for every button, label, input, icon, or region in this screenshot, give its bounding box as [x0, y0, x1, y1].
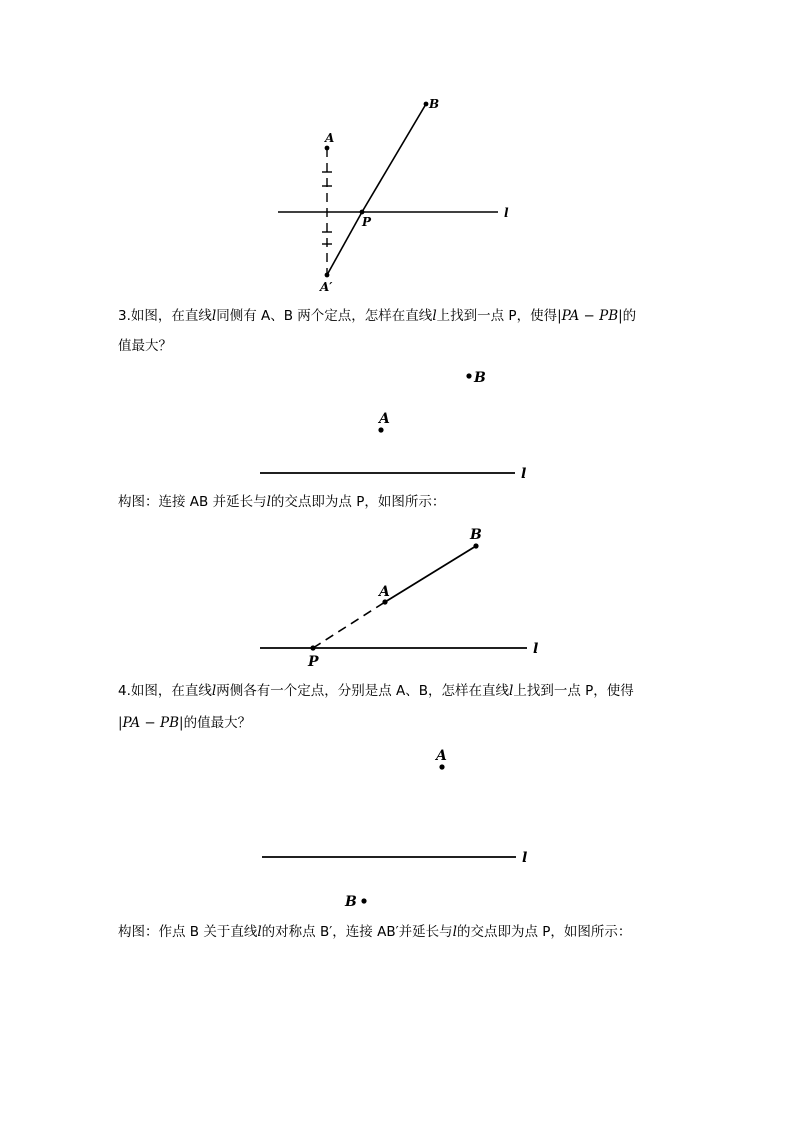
var-l: l [211, 308, 217, 324]
var-l: l [452, 924, 457, 940]
text: 上找到一点 P，使得 [513, 683, 634, 699]
construction-4-text [118, 918, 631, 946]
text: 的 [622, 308, 637, 324]
label-B: B [345, 894, 357, 910]
text: 3.如图，在直线 [118, 308, 212, 324]
label-B: B [474, 370, 486, 386]
label-B: B [470, 527, 482, 543]
label-A: A [379, 411, 390, 427]
text: 上找到一点 P，使得 [436, 308, 558, 324]
point-B [361, 898, 366, 903]
label-A: A [436, 748, 447, 764]
label-A: A [379, 584, 390, 600]
label-l: l [504, 206, 509, 220]
label-P: P [362, 215, 372, 229]
var-l: l [266, 494, 271, 510]
label-l: l [521, 466, 527, 482]
var-l: l [509, 683, 514, 699]
label-A-prime: A′ [320, 280, 333, 294]
label-B: B [429, 97, 440, 111]
text: 的值最大？ [183, 715, 252, 731]
text: 构图：作点 B 关于直线 [118, 924, 258, 940]
text: 同侧有 A、B 两个定点，怎样在直线 [216, 308, 433, 324]
text: 4.如图，在直线 [118, 683, 212, 699]
var-l: l [211, 683, 217, 699]
var-l: l [257, 924, 262, 940]
abs-expression: |PA − PB| [118, 715, 184, 731]
var-l: l [432, 308, 437, 324]
text: 两侧各有一个定点，分别是点 A、B，怎样在直线 [216, 683, 510, 699]
label-P: P [308, 654, 319, 670]
label-l: l [522, 850, 528, 866]
text: 的交点即为点 P，如图所示： [456, 924, 632, 940]
label-A: A [325, 131, 335, 145]
text: 的交点即为点 P，如图所示： [270, 494, 446, 510]
text: 构图：连接 AB 并延长与 [118, 494, 267, 510]
text: 值最大？ [118, 338, 172, 354]
text: 的对称点 B′，连接 AB′并延长与 [261, 924, 453, 940]
label-l: l [533, 641, 539, 657]
abs-expression: |PA − PB| [557, 308, 623, 324]
point-A [439, 764, 444, 769]
